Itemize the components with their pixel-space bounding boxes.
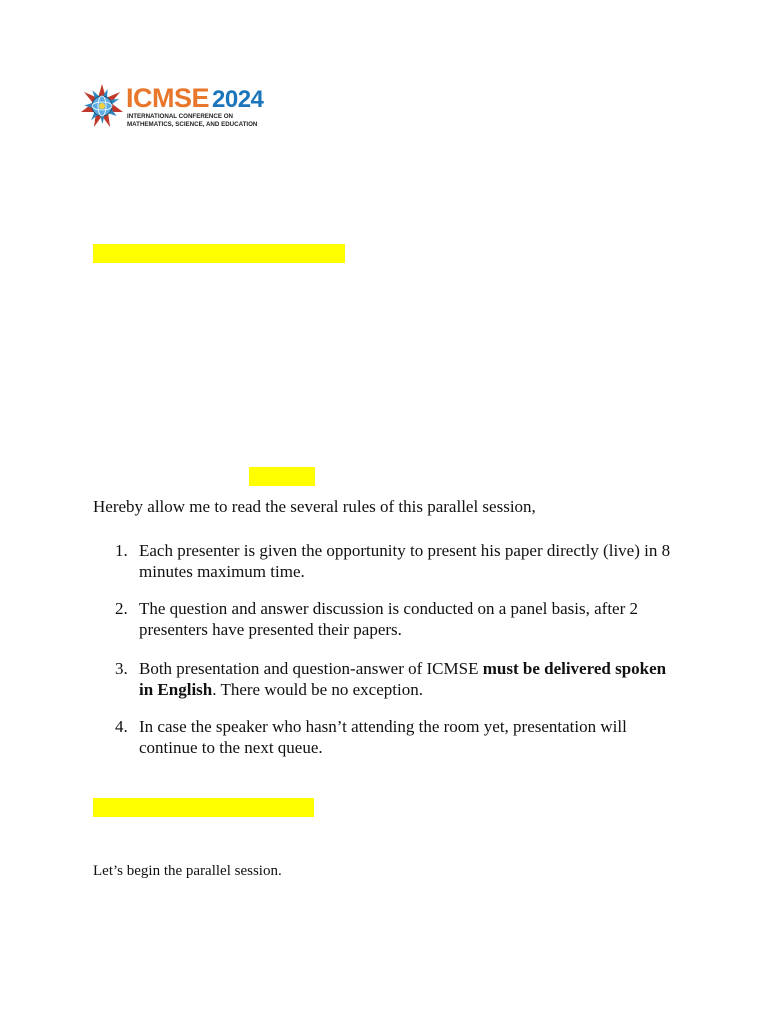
rule-text-part: Both presentation and question-answer of ICMSE <box>139 659 483 678</box>
highlight-bar <box>93 798 314 817</box>
highlight-bar <box>93 244 345 263</box>
logo-tagline <box>127 113 257 128</box>
closing-text: Let’s begin the parallel session. <box>93 863 282 879</box>
rule-text-part: . There would be no exception. <box>212 680 423 699</box>
rule-item <box>93 716 673 758</box>
rule-number: 4. <box>115 717 128 736</box>
rule-text: Each presenter is given the opportunity to present his paper directly (live) in 8 minutes maximum time. <box>139 541 671 581</box>
logo-year: 2024 <box>212 86 264 113</box>
rule-item <box>93 598 673 640</box>
rule-number: 2. <box>115 599 128 618</box>
rule-text: In case the speaker who hasn’t attending the room yet, presentation will continue to the next queue. <box>139 717 627 757</box>
intro-text: Hereby allow me to read the several rules of this parallel session, <box>93 497 536 516</box>
logo-wordmark <box>126 84 263 114</box>
rule-number: 1. <box>115 541 128 560</box>
highlight-bar <box>249 467 315 486</box>
logo-name: ICMSE <box>126 83 210 113</box>
rule-item <box>93 540 673 582</box>
logo-tagline-line2: MATHEMATICS, SCIENCE, AND EDUCATION <box>127 120 258 128</box>
logo-tagline-line1: INTERNATIONAL CONFERENCE ON <box>127 113 233 120</box>
rule-text <box>139 658 673 700</box>
rule-text-bold: must be delivered spoken in English <box>139 659 667 699</box>
globe-star-icon <box>80 82 124 130</box>
icmse-logo <box>80 82 280 132</box>
rule-item <box>93 658 673 700</box>
rule-text: The question and answer discussion is conducted on a panel basis, after 2 presenters have presented their papers. <box>139 599 639 639</box>
rule-number: 3. <box>115 659 128 678</box>
